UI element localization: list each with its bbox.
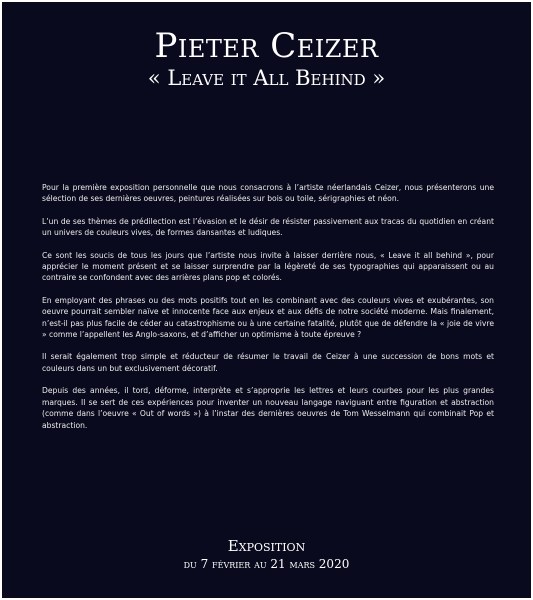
exhibition-panel: [2, 2, 531, 598]
paragraph: Pour la première exposition personnelle que nous consacrons à l’artiste néerlandais Ceizer, nous présenterons une sélection de ses dernières oeuvres, peintures réalisées sur bois ou toile, sérigraphies et néon.: [42, 183, 494, 204]
paragraph: En employant des phrases ou des mots positifs tout en les combinant avec des couleurs vives et exubérantes, son oeuvre pourrait sembler naïve et innocente face aux enjeux et aux défis de notre société moderne. Mais finalement, n’est-il pas plus facile de céder au catastrophisme ou à une certaine fatalité, plutôt que de défendre la « joie de vivre » comme l’appellent les Anglo-saxons, et d’afficher un optimisme à toute épreuve ?: [42, 295, 494, 340]
artist-name: Pieter Ceizer: [154, 26, 379, 66]
paragraph: L’un de ses thèmes de prédilection est l’évasion et le désir de résister passivement aux tracas du quotidien en créant un univers de couleurs vives, de formes dansantes et ludiques.: [42, 216, 494, 238]
exhibition-description: [42, 182, 494, 442]
paragraph: Il serait également trop simple et réducteur de résumer le travail de Ceizer à une succession de bons mots et couleurs dans un but exclusivement décoratif.: [42, 352, 494, 373]
paragraph: Depuis des années, il tord, déforme, interprète et s’approprie les lettres et leurs courbes pour les plus grandes marques. Il se sert de ces expériences pour inventer un nouveau langage naviguant entre figuration et abstraction (comme dans l’oeuvre « Out of words ») à l’instar des dernières oeuvres de Tom Wesselmann qui combinait Pop et abstraction.: [42, 386, 494, 430]
exhibition-dates: du 7 février au 21 mars 2020: [183, 557, 350, 571]
exhibition-label: Exposition: [227, 537, 306, 555]
exhibition-title: « Leave it All Behind »: [147, 66, 386, 90]
paragraph: Ce sont les soucis de tous les jours que l’artiste nous invite à laisser derrière nous, « Leave it all behind », pour apprécier le moment présent et se laisser surprendre par la légèreté de ses typographies qui apparaissent ou au contraire se confondent avec des arrières plans pop et colorés.: [42, 250, 494, 283]
